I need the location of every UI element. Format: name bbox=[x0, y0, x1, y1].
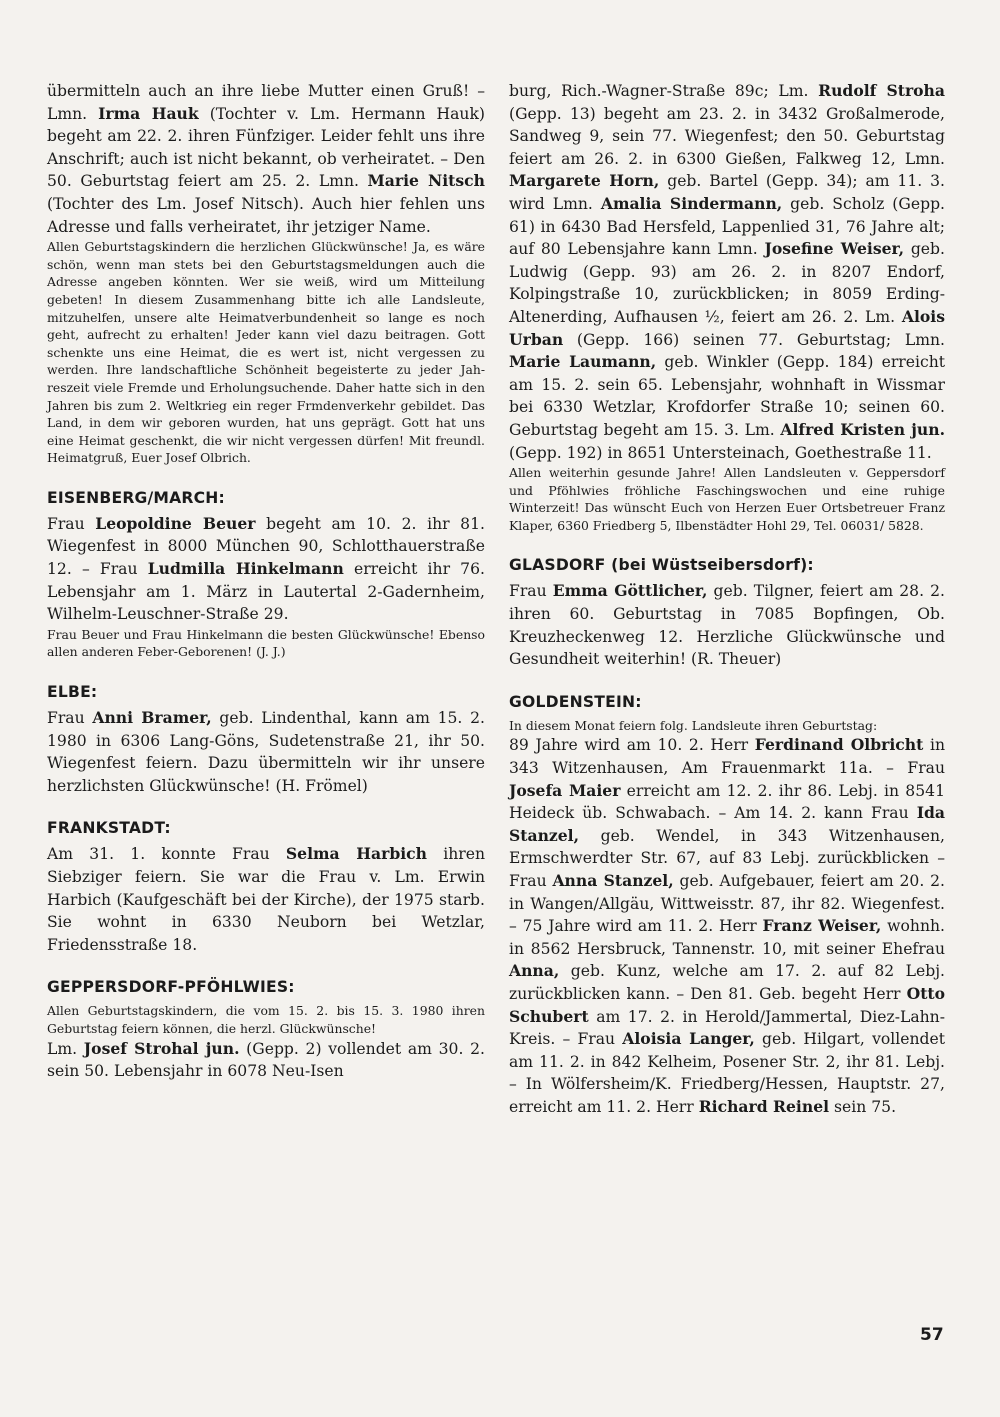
glasdorf-paragraph bbox=[509, 580, 945, 670]
person-name: Aloisia Langer, bbox=[622, 1029, 755, 1049]
person-name: Josefa Maier bbox=[509, 780, 621, 800]
text-run: (Tochter v. Lm. Hermann Hauk) begeht am 22. 2. ihren Fünfziger. Leider fehlt uns ihre Anschrift; auch ist nicht bekannt, ob verheiratet. – Den 50. Geburtstag feiert am 25. 2. Lmn. bbox=[47, 104, 485, 191]
goldenstein-note: In diesem Monat feiern folg. Landsleute ihren Geburtstag: bbox=[509, 717, 878, 733]
text-run: geb. Aufgebauer, feiert am 20. 2. in Wangen/Allgäu, Wittweisstr. 87, ihr 82. Wiegenfest. – 75 Jahre wird am 11. 2. Herr bbox=[509, 872, 946, 936]
text-run: sein 75. bbox=[829, 1097, 897, 1116]
text-run: geb. Tilgner, feiert am 28. 2. ihren 60. Geburtstag in 7085 Bopfingen, Ob. Kreuzheckenweg 12. Herzliche Glückwünsche und Gesundheit weiterhin! (R. Theuer) bbox=[509, 582, 945, 669]
person-name: Emma Göttlicher, bbox=[552, 581, 708, 601]
heading-glasdorf: GLASDORF (bei Wüstseibersdorf): bbox=[509, 556, 814, 575]
person-name: Ferdinand Olbricht bbox=[754, 735, 924, 755]
text-run: geb. Kunz, welche am 17. 2. auf 82 Lebj. zurückblicken kann. – Den 81. Geb. begeht Herr bbox=[509, 962, 945, 1003]
text-run: (Tochter des Lm. Josef Nitsch). Auch hier fehlen uns Adresse und falls verheiratet, ihr jetziger Name. bbox=[47, 194, 485, 236]
right-column bbox=[509, 80, 945, 1119]
person-name: Margarete Horn, bbox=[509, 171, 660, 191]
text-run: Lm. bbox=[47, 1039, 84, 1058]
text-run: burg, Rich.-Wagner-Straße 89c; Lm. bbox=[509, 82, 819, 100]
text-run: geb. Hilgart, vollendet am 11. 2. in 842 Kelheim, Posener Str. 2, ihr 81. Lebj. – In Wölfersheim/K. Friedberg/Hessen, Hauptstr. 27, erreicht am 11. 2. Herr bbox=[509, 1030, 945, 1116]
text-run: (Gepp. 192) in 8651 Untersteinach, Goethestraße 11. bbox=[509, 443, 932, 462]
text-run: Frau bbox=[509, 582, 553, 601]
person-name: Leopoldine Beuer bbox=[95, 513, 256, 533]
person-name: Marie Laumann, bbox=[509, 352, 657, 372]
goldenstein-paragraph bbox=[509, 734, 945, 1118]
text-run: geb. Bartel (Gepp. 34); am 11. 3. wird Lmn. bbox=[509, 172, 945, 213]
person-name: Irma Hauk bbox=[98, 103, 199, 123]
text-run: begeht am 10. 2. ihr 81. Wiegenfest in 8000 München 90, Schlotthauerstraße 12. – Frau bbox=[47, 514, 485, 579]
intro-paragraph bbox=[47, 80, 485, 238]
text-run: 89 Jahre wird am 10. 2. Herr bbox=[509, 736, 755, 755]
text-run: am 17. 2. in Herold/Jammertal, Diez-Lahn-Kreis. – Frau bbox=[509, 1007, 945, 1049]
text-run: wohnh. in 8562 Hersbruck, Tannenstr. 10, mit seiner Ehefrau bbox=[509, 917, 945, 958]
person-name: Anni Bramer, bbox=[92, 708, 212, 728]
person-name: Rudolf Stroha bbox=[818, 81, 946, 100]
person-name: Anna Stanzel, bbox=[552, 871, 674, 890]
text-run: erreicht am 12. 2. ihr 86. Lebj. in 8541 Heideck üb. Schwabach. – Am 14. 2. kann Frau bbox=[509, 781, 945, 823]
person-name: Anna, bbox=[509, 961, 560, 981]
heading-eisenberg: EISENBERG/MARCH: bbox=[47, 488, 225, 507]
text-run: (Gepp. 166) seinen 77. Geburtstag; Lmn. bbox=[563, 330, 945, 349]
text-run: erreicht ihr 76. Lebensjahr am 1. März in Lautertal 2-Gadernheim, Wilhelm-Leuschner-Straße 29. bbox=[47, 560, 485, 624]
person-name: Ludmilla Hinkelmann bbox=[147, 559, 344, 579]
person-name: Ida Stanzel, bbox=[509, 803, 945, 845]
appeal-paragraph: Allen Geburtstagskindern die herzlichen Glückwünsche! Ja, es wäre schön, wenn man stets bei den Geburtstagsmeldungen auch die Adresse angeben könnten. Wer sie weiß, wird um Mitteilung gebeten! In diesem Zusammenhang bitte ich alle Landsleute, mitzuhelfen, unsere alte Heimatverbundenheit so lange es noch geht, aufrecht zu erhalten! Jeder kann viel dazu beitragen. Gott schenkte uns eine Heimat, die es wert ist, nicht vergessen zu werden. Ihre landschaftliche Schönheit begeisterte zu jeder Jahreszeit viele Fremde und Erholungsuchende. Daher hatte sich in den Jahren bis zum 2. Weltkrieg ein reger Frmdenverkehr gebildet. Das Land, in dem wir geboren wurden, hat uns geprägt. Gott hat uns eine Heimat geschenkt, die wir nicht vergessen dürfen! Mit freundl. Heimatgruß, Euer Josef Olbrich. bbox=[47, 239, 485, 466]
frankstadt-paragraph bbox=[47, 843, 485, 956]
text-run: Frau bbox=[47, 709, 93, 728]
person-name: Franz Weiser, bbox=[762, 916, 882, 936]
text-run: (Gepp. 2) vollendet am 30. 2. sein 50. Lebensjahr in 6078 Neu-Isen bbox=[47, 1039, 485, 1081]
text-run: in 343 Witzenhausen, Am Frauenmarkt 11a. – Frau bbox=[509, 736, 945, 778]
person-name: Josefine Weiser, bbox=[764, 239, 905, 259]
heading-geppersdorf: GEPPERSDORF-PFÖHLWIES: bbox=[47, 978, 295, 997]
heading-elbe: ELBE: bbox=[47, 683, 98, 702]
text-run: geb. Scholz (Gepp. 61) in 6430 Bad Hersfeld, Lappenlied 31, 76 Jahre alt; auf 80 Lebensjahre kann Lmn. bbox=[509, 194, 946, 259]
text-run: Am 31. 1. konnte Frau bbox=[47, 845, 286, 864]
text-run: übermitteln auch an ihre liebe Mutter einen Gruß! – Lmn. bbox=[47, 82, 485, 123]
geppersdorf-continued-paragraph bbox=[509, 80, 945, 464]
person-name: Amalia Sindermann, bbox=[600, 193, 783, 213]
person-name: Richard Reinel bbox=[698, 1096, 830, 1116]
geppersdorf-paragraph bbox=[47, 1038, 485, 1083]
person-name: Marie Nitsch bbox=[367, 171, 485, 191]
elbe-paragraph bbox=[47, 707, 485, 797]
person-name: Selma Harbich bbox=[285, 844, 428, 864]
text-run: geb. Winkler (Gepp. 184) erreicht am 15. 2. sein 65. Lebensjahr, wohnhaft in Wissmar bei 6330 Wetzlar, Krofdorfer Straße 10; seinen 60. Geburtstag begeht am 15. 3. Lm. bbox=[509, 353, 945, 439]
text-run: geb. Ludwig (Gepp. 93) am 26. 2. in 8207 Endorf, Kolpingstraße 10, zurückblicken; in 8059 Erding-Altenerding, Aufhausen ½, feiert am 26. 2. Lm. bbox=[509, 240, 945, 326]
heading-frankstadt: FRANKSTADT: bbox=[47, 819, 171, 838]
text-run: (Gepp. 13) begeht am 23. 2. in 3432 Großalmerode, Sandweg 9, sein 77. Wiegenfest; den 50. Geburtstag feiert am 26. 2. in 6300 Gießen, Falkweg 12, Lmn. bbox=[509, 104, 945, 168]
text-run: geb. Wendel, in 343 Witzenhausen, Ermschwerdter Str. 67, auf 83 Lebj. zurückblicken – Frau bbox=[509, 826, 945, 890]
person-name: Josef Strohal jun. bbox=[83, 1038, 240, 1058]
page-number: 57 bbox=[920, 1325, 944, 1345]
geppersdorf-note: Allen Geburtstagskindern, die vom 15. 2. bis 15. 3. 1980 ihren Geburtstag feiern können, die herzl. Glückwünsche! bbox=[47, 1003, 485, 1036]
person-name: Alfred Kristen jun. bbox=[780, 419, 945, 439]
text-run: Frau bbox=[47, 514, 96, 533]
geppersdorf-wishes: Allen weiterhin gesunde Jahre! Allen Landsleuten v. Geppersdorf und Pföhlwies fröhliche Faschingswochen und eine ruhige Winterzeit! Das wünscht Euch von Herzen Euer Ortsbetreuer Franz Klaper, 6360 Friedberg 5, Ilbenstädter Hohl 29, Tel. 06031/ 5828. bbox=[509, 465, 945, 533]
eisenberg-note: Frau Beuer und Frau Hinkelmann die besten Glückwünsche! Ebenso allen anderen Feber-Geborenen! (J. J.) bbox=[47, 626, 485, 660]
person-name: Otto Schubert bbox=[509, 983, 945, 1026]
left-column bbox=[47, 80, 485, 1083]
eisenberg-paragraph bbox=[47, 513, 485, 626]
text-run: geb. Lindenthal, kann am 15. 2. 1980 in 6306 Lang-Göns, Sudetenstraße 21, ihr 50. Wiegenfest feiern. Dazu übermitteln wir ihr unsere herzlichsten Glückwünsche! (H. Frömel) bbox=[47, 709, 485, 795]
text-run: ihren Siebziger feiern. Sie war die Frau v. Lm. Erwin Harbich (Kaufgeschäft bei der Kirche), der 1975 starb. Sie wohnt in 6330 Neuborn bei Wetzlar, Friedensstraße 18. bbox=[47, 845, 485, 954]
heading-goldenstein: GOLDENSTEIN: bbox=[509, 692, 642, 711]
person-name: Alois Urban bbox=[509, 306, 945, 349]
